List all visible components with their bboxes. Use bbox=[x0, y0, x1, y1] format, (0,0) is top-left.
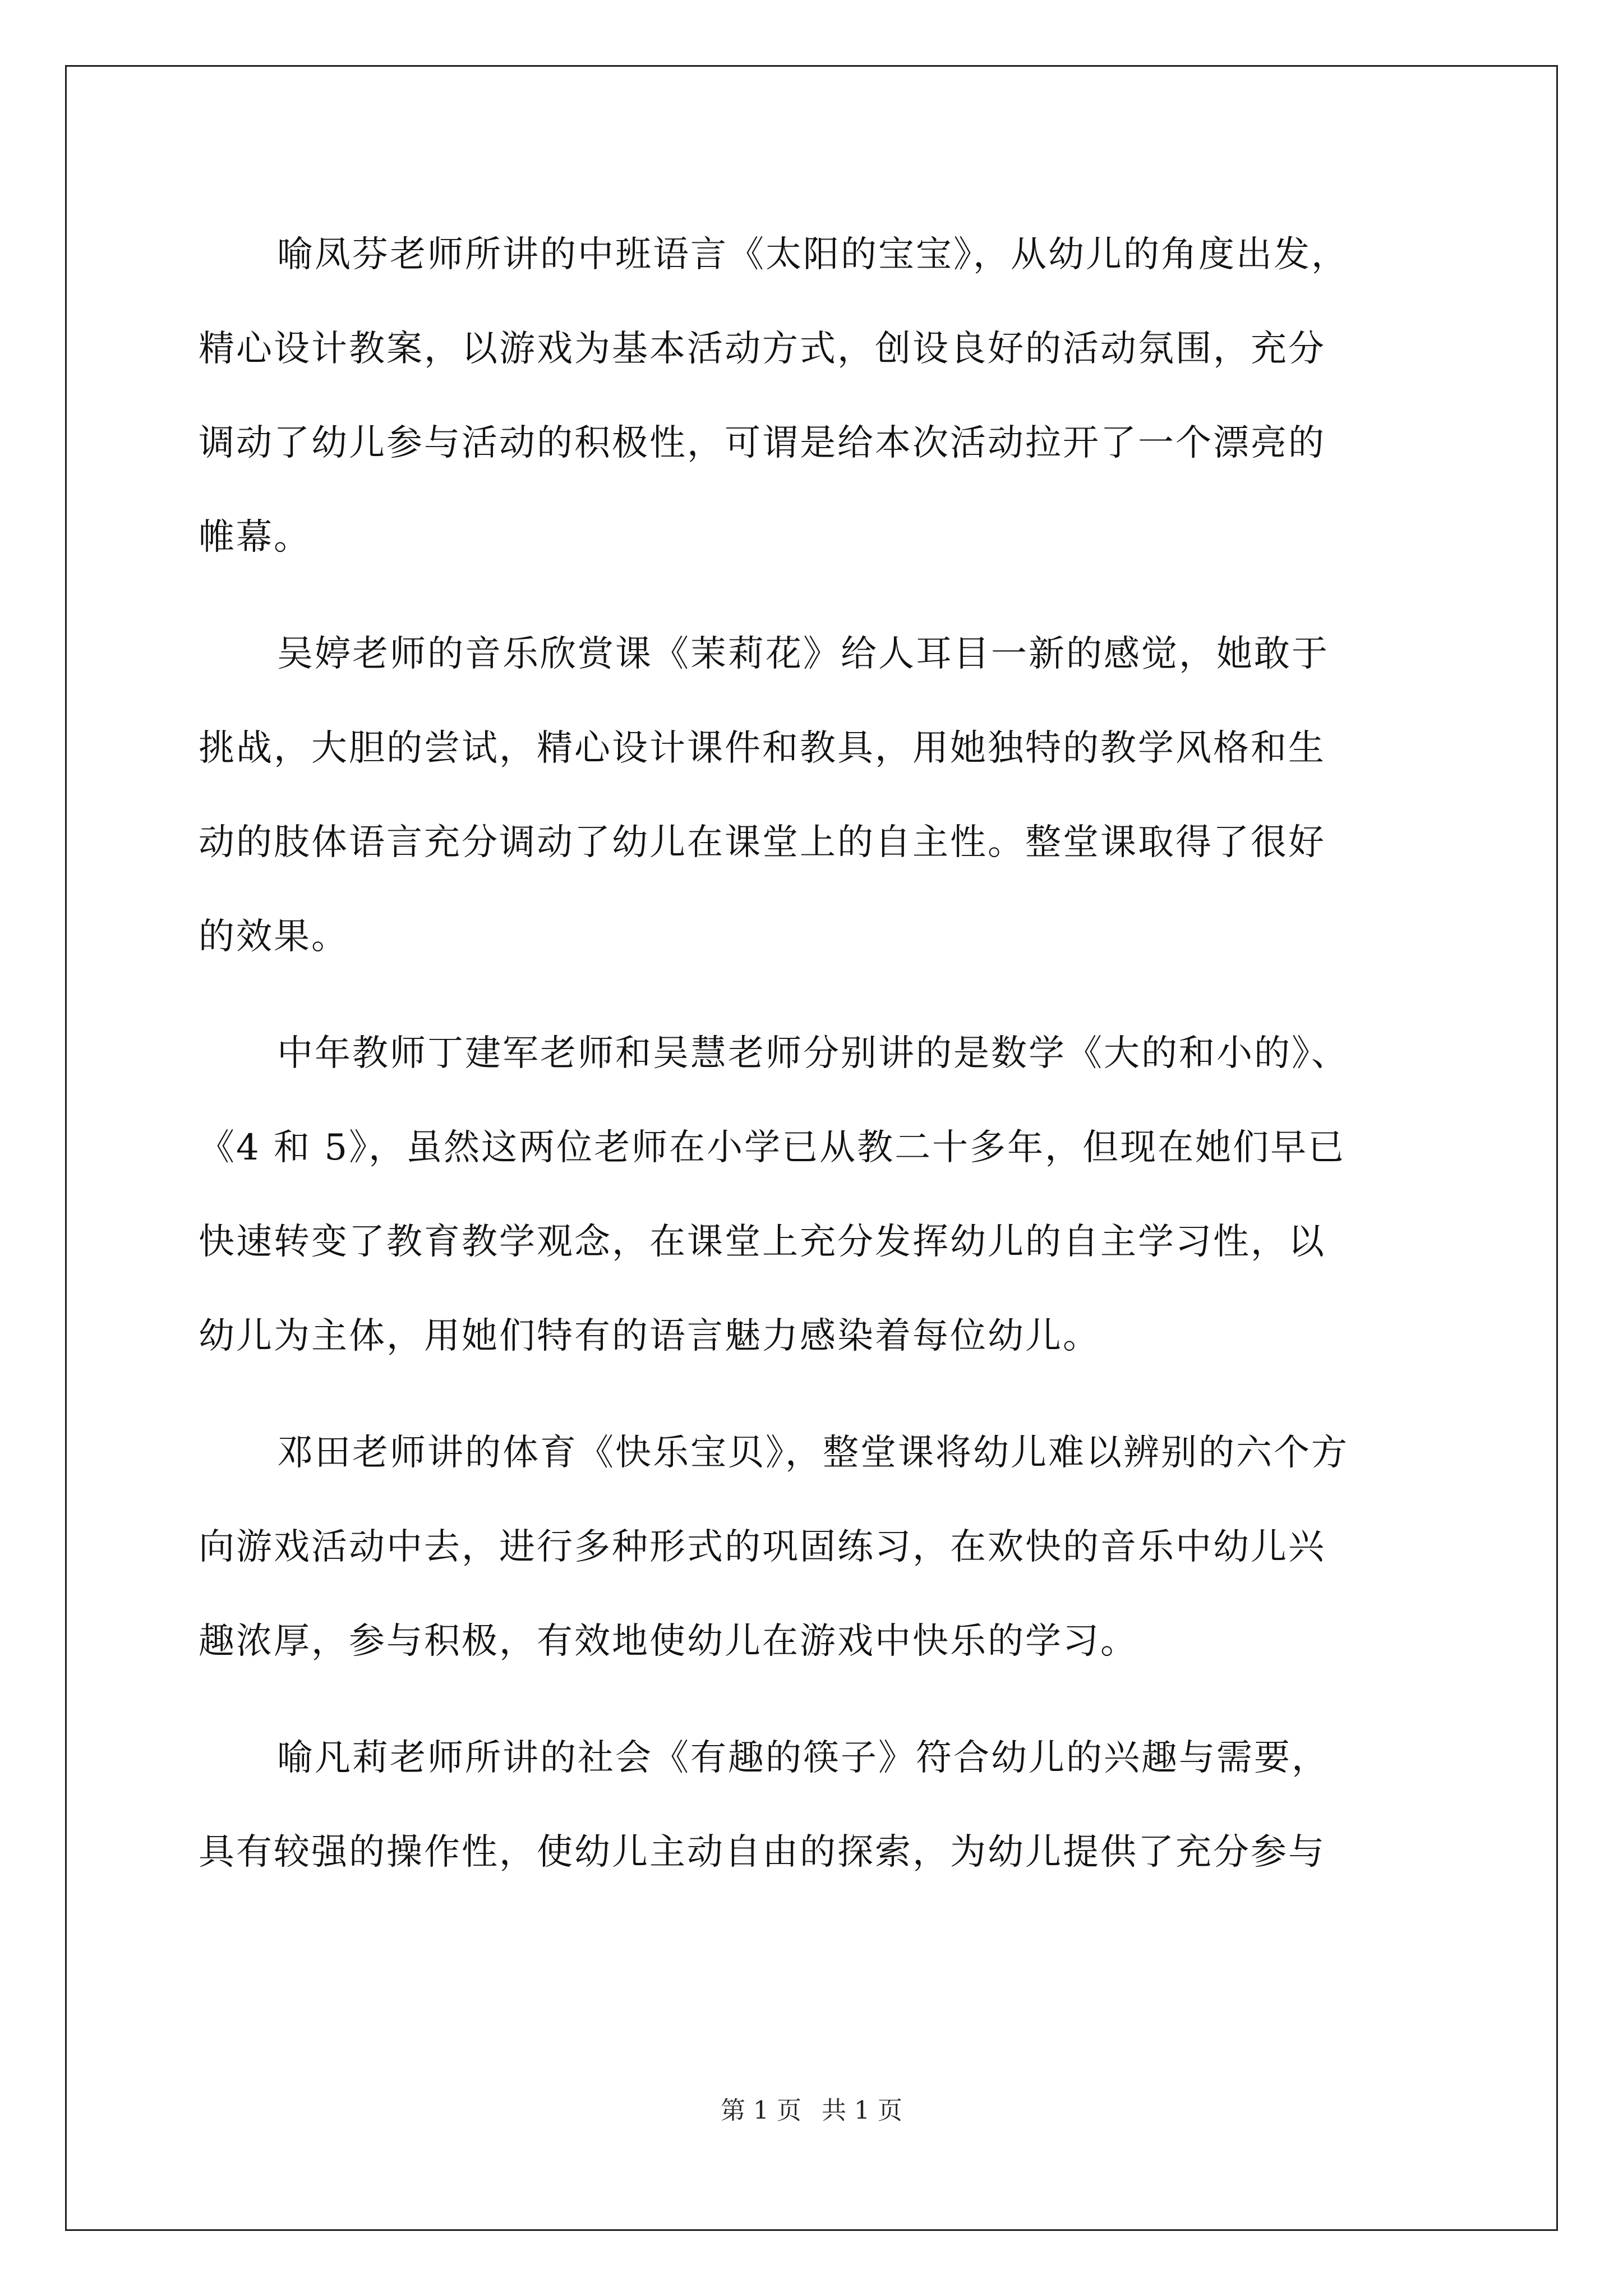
text-line: 中年教师丁建军老师和吴慧老师分别讲的是数学《大的和小的》、 bbox=[277, 1033, 1349, 1074]
page-number: 第 1 页 bbox=[721, 2096, 801, 2125]
text-line: 趣浓厚，参与积极，有效地使幼儿在游戏中快乐的学习。 bbox=[199, 1621, 1138, 1662]
text-line: 精心设计教案，以游戏为基本活动方式，创设良好的活动氛围，充分 bbox=[199, 328, 1326, 370]
text-line: 调动了幼儿参与活动的积极性，可谓是给本次活动拉开了一个漂亮的 bbox=[199, 422, 1326, 464]
page-footer bbox=[0, 2095, 1623, 2127]
text-line: 的效果。 bbox=[199, 916, 349, 958]
text-line: 邓田老师讲的体育《快乐宝贝》，整堂课将幼儿难以辨别的六个方 bbox=[277, 1432, 1349, 1474]
text-line: 挑战，大胆的尝试，精心设计课件和教具，用她独特的教学风格和生 bbox=[199, 728, 1326, 769]
text-line: 吴婷老师的音乐欣赏课《茉莉花》给人耳目一新的感觉，她敢于 bbox=[277, 633, 1329, 675]
text-line: 向游戏活动中去，进行多种形式的巩固练习，在欢快的音乐中幼儿兴 bbox=[199, 1526, 1326, 1568]
paragraph bbox=[199, 208, 1432, 585]
paragraph bbox=[199, 1006, 1432, 1383]
text-line: 喻凤芬老师所讲的中班语言《太阳的宝宝》，从幼儿的角度出发， bbox=[277, 234, 1349, 275]
text-line: 快速转变了教育教学观念，在课堂上充分发挥幼儿的自主学习性，以 bbox=[199, 1221, 1326, 1263]
paragraph bbox=[199, 1406, 1432, 1688]
text-line: 《4 和 5》，虽然这两位老师在小学已从教二十多年，但现在她们早已 bbox=[199, 1127, 1346, 1168]
text-line: 帷幕。 bbox=[199, 517, 311, 558]
paragraph bbox=[199, 607, 1432, 984]
document-body bbox=[199, 208, 1432, 1922]
text-line: 幼儿为主体，用她们特有的语言魅力感染着每位幼儿。 bbox=[199, 1315, 1100, 1357]
text-line: 喻凡莉老师所讲的社会《有趣的筷子》符合幼儿的兴趣与需要， bbox=[277, 1737, 1329, 1779]
text-line: 具有较强的操作性，使幼儿主动自由的探索，为幼儿提供了充分参与 bbox=[199, 1832, 1326, 1873]
page-total: 共 1 页 bbox=[822, 2096, 902, 2125]
paragraph bbox=[199, 1711, 1432, 1899]
text-line: 动的肢体语言充分调动了幼儿在课堂上的自主性。整堂课取得了很好 bbox=[199, 822, 1326, 863]
